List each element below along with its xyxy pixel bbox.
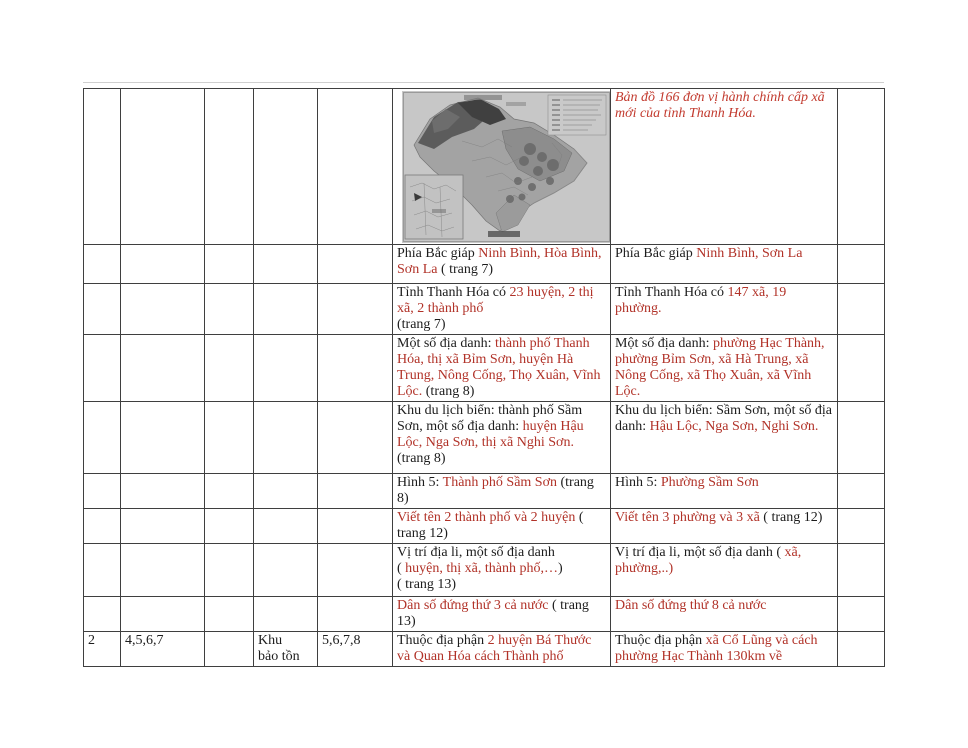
empty-cell [205,509,254,544]
highlighted-text: Hậu Lộc, Nga Sơn, Nghi Sơn. [649,419,819,434]
highlighted-text: Ninh Bình, Hòa Bình, Sơn La [397,246,602,277]
body-text: 4,5,6,7 [125,633,164,648]
empty-cell [205,335,254,402]
highlighted-text: Viết tên 3 phường và 3 xã [615,510,760,525]
new-content-cell [611,335,838,402]
empty-cell [254,284,318,335]
empty-cell [838,597,885,632]
body-text: Hình 5: [615,475,661,490]
body-text: Khu [258,633,283,648]
body-text: Khu du lịch biển: thành phố Sầm Sơn, một số địa danh: [397,403,583,434]
empty-cell [254,474,318,509]
highlighted-text: xã, phường,..) [615,545,802,576]
empty-cell [205,89,254,245]
empty-cell [318,245,393,284]
old-content-cell [393,474,611,509]
old-content-cell [393,284,611,335]
topic-cell [254,632,318,667]
empty-cell [838,89,885,245]
empty-cell [838,544,885,597]
old-content-cell [393,632,611,667]
old-content-cell [393,402,611,474]
body-text: Một số địa danh: [397,336,495,351]
empty-cell [838,245,885,284]
empty-cell [318,597,393,632]
highlighted-text: Thành phố Sầm Sơn [442,475,557,490]
highlighted-text: 23 huyện, 2 thị xã, 2 thành phố [397,285,594,316]
empty-cell [318,509,393,544]
body-text: 5,6,7,8 [322,633,361,648]
map-caption-cell [611,89,838,245]
highlighted-text: Dân số đứng thứ 8 cả nước [615,598,767,613]
body-text: Thuộc địa phận [397,633,488,648]
empty-cell [84,597,121,632]
empty-cell [838,474,885,509]
body-text: 2 [88,633,95,648]
old-content-cell [393,544,611,597]
highlighted-text: thành phố Thanh Hóa, thị xã Bỉm Sơn, huyện Hà Trung, Nông Cống, Thọ Xuân, Vĩnh Lộc. [397,336,601,399]
empty-cell [254,597,318,632]
thanh-hoa-map-image [402,91,611,243]
new-content-cell [611,509,838,544]
highlighted-text: Dân số đứng thứ 3 cả nước [397,598,549,613]
body-text: ) [557,561,563,576]
empty-cell [121,245,205,284]
map-inset-box [405,175,463,239]
body-text: (trang 8) [397,475,594,506]
empty-cell [84,284,121,335]
new-content-cell [611,474,838,509]
empty-cell [254,402,318,474]
old-content-cell [393,597,611,632]
table-row [84,89,885,245]
empty-cell [205,544,254,597]
empty-cell [254,245,318,284]
body-text: ( trang 12) [397,510,584,541]
table-row [84,544,885,597]
index-cell [84,632,121,667]
highlighted-text: Bản đồ 166 đơn vị hành chính cấp xã mới của tỉnh Thanh Hóa. [615,90,825,121]
empty-cell [838,509,885,544]
map-legend-box [548,95,606,135]
highlighted-text: Phường Sầm Sơn [660,475,759,490]
empty-cell [121,284,205,335]
highlighted-text: Viết tên 2 thành phố và 2 huyện [397,510,576,525]
empty-cell [318,284,393,335]
empty-cell [838,402,885,474]
body-text: Vị trí địa li, một số địa danh [397,545,555,560]
table-row [84,597,885,632]
table-row [84,632,885,667]
new-content-cell [611,402,838,474]
table-row [84,245,885,284]
highlighted-text: huyện Hậu Lộc, Nga Sơn, thị xã Nghi Sơn. [397,419,584,450]
body-text: Phía Bắc giáp [615,246,697,261]
body-text: (trang 7) [397,317,446,332]
empty-cell [84,335,121,402]
empty-cell [318,544,393,597]
empty-cell [84,509,121,544]
empty-cell [838,335,885,402]
table-row [84,402,885,474]
empty-cell [205,402,254,474]
map-cell [393,89,611,245]
body-text: ( trang 13) [397,598,589,629]
body-text: Khu du lịch biển: Sầm Sơn, một số địa danh: [615,403,833,434]
empty-cell [254,89,318,245]
body-text: bảo tồn [258,649,300,664]
body-text: Tỉnh Thanh Hóa có [615,285,728,300]
old-content-cell [393,245,611,284]
new-content-cell [611,632,838,667]
body-text: (trang 8) [397,451,446,466]
empty-cell [205,474,254,509]
old-content-cell [393,509,611,544]
old-content-cell [393,335,611,402]
body-text: ( trang 12) [759,510,823,525]
new-content-cell [611,284,838,335]
empty-cell [838,632,885,667]
empty-cell [84,245,121,284]
empty-cell [121,544,205,597]
body-text: Thuộc địa phận [615,633,706,648]
empty-cell [205,284,254,335]
empty-cell [121,89,205,245]
table-row [84,335,885,402]
body-text: Hình 5: [397,475,443,490]
body-text: ( trang 13) [397,577,457,592]
body-text: Tỉnh Thanh Hóa có [397,285,510,300]
empty-cell [205,245,254,284]
highlighted-text: 2 huyện Bá Thước và Quan Hóa cách Thành phố [397,633,592,664]
table-body [84,89,885,667]
empty-cell [121,402,205,474]
highlighted-text: Ninh Bình, Sơn La [696,246,803,261]
empty-cell [121,597,205,632]
numbers-cell [121,632,205,667]
empty-cell [254,335,318,402]
empty-cell [318,474,393,509]
highlighted-text: xã Cổ Lũng và cách phường Hạc Thành 130km về [615,633,818,664]
empty-cell [318,402,393,474]
empty-cell [838,284,885,335]
empty-cell [84,474,121,509]
new-content-cell [611,544,838,597]
empty-cell [84,89,121,245]
new-content-cell [611,597,838,632]
highlighted-text: 147 xã, 19 phường. [615,285,787,316]
body-text: Một số địa danh: [615,336,713,351]
table-row [84,474,885,509]
empty-cell [205,597,254,632]
empty-cell [205,632,254,667]
empty-cell [318,335,393,402]
empty-cell [121,474,205,509]
empty-cell [121,509,205,544]
body-text: Vị trí địa li, một số địa danh ( [615,545,785,560]
empty-cell [254,544,318,597]
comparison-table [83,88,885,667]
body-text: ( trang 7) [437,262,494,277]
highlighted-text: phường Hạc Thành, phường Bỉm Sơn, xã Hà Trung, xã Nông Cống, xã Thọ Xuân, xã Vĩnh Lộc. [615,336,825,399]
body-text: ( [397,561,406,576]
table-row [84,284,885,335]
empty-cell [121,335,205,402]
empty-cell [84,402,121,474]
body-text: Phía Bắc giáp [397,246,479,261]
table-row [84,509,885,544]
numbers-cell [318,632,393,667]
empty-cell [84,544,121,597]
empty-cell [254,509,318,544]
body-text: (trang 8) [422,384,475,399]
empty-cell [318,89,393,245]
highlighted-text: huyện, thị xã, thành phố,… [405,561,558,576]
new-content-cell [611,245,838,284]
page-break-line [83,82,884,83]
